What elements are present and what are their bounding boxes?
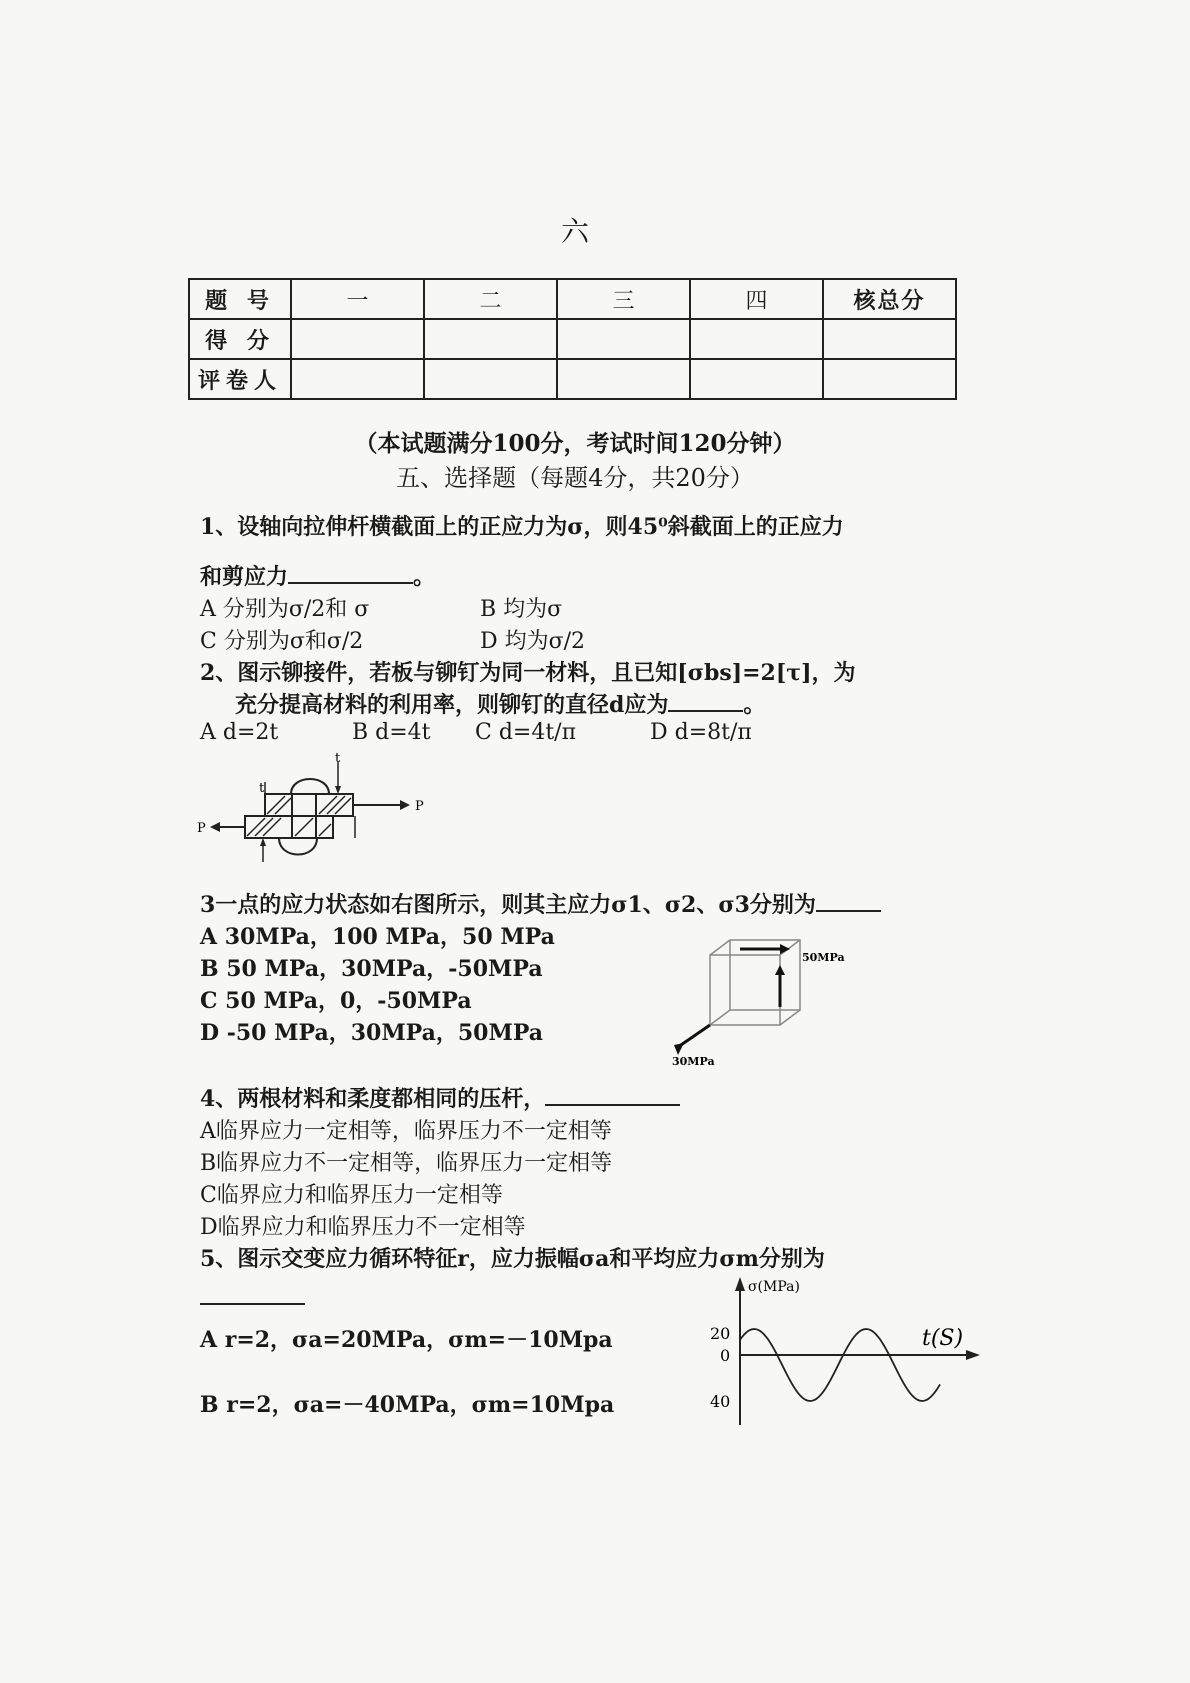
question-1-stem: 1、设轴向拉伸杆横截面上的正应力为σ，则45⁰斜截面上的正应力 [200, 514, 844, 540]
stem-end: 。 [413, 564, 436, 590]
q1-option-b[interactable]: B 均为σ [480, 597, 563, 622]
table-header-cell: 题 号 [189, 279, 291, 319]
answer-blank[interactable] [200, 1283, 305, 1305]
table-header-cell: 二 [424, 279, 557, 319]
question-4-stem [200, 1082, 680, 1113]
stem-text: 4、两根材料和柔度都相同的压杆， [200, 1086, 546, 1112]
alternating-stress-diagram [700, 1275, 990, 1430]
table-row [189, 279, 956, 319]
q2-option-d[interactable]: D d=8t/π [650, 720, 752, 745]
load-label-right: P [415, 799, 424, 814]
q4-option-c[interactable]: C临界应力和临界压力一定相等 [200, 1183, 503, 1208]
q4-option-d[interactable]: D临界应力和临界压力不一定相等 [200, 1215, 526, 1240]
q3-option-d[interactable]: D -50 MPa，30MPa，50MPa [200, 1020, 544, 1046]
stem-text: 3一点的应力状态如右图所示，则其主应力σ1、σ2、σ3分别为 [200, 892, 816, 918]
question-1-stem-cont [200, 560, 435, 591]
answer-blank[interactable] [816, 910, 881, 912]
q2-option-b[interactable]: B d=4t [352, 720, 431, 745]
x-axis-label: t(S) [922, 1326, 964, 1351]
grader-cell[interactable] [690, 359, 823, 399]
question-3-stem [200, 888, 881, 919]
q5-option-a[interactable]: A r=2，σa=20MPa，σm=－10Mpa [200, 1327, 613, 1353]
score-cell[interactable] [291, 319, 424, 359]
table-header-cell: 三 [557, 279, 690, 319]
q4-option-b[interactable]: B临界应力不一定相等，临界压力一定相等 [200, 1151, 613, 1176]
tick-label-zero: 0 [720, 1346, 731, 1365]
stress-label-bottom: 30MPa [672, 1055, 715, 1065]
question-5-stem: 5、图示交变应力循环特征r，应力振幅σa和平均应力σm分别为 [200, 1246, 825, 1272]
score-cell[interactable] [690, 319, 823, 359]
grader-cell[interactable] [823, 359, 956, 399]
score-cell[interactable] [424, 319, 557, 359]
q1-option-d[interactable]: D 均为σ/2 [480, 629, 586, 654]
stem-end: 。 [743, 692, 766, 718]
q3-option-c[interactable]: C 50 MPa，0，-50MPa [200, 988, 472, 1014]
stem-text: 充分提高材料的利用率，则铆钉的直径d应为 [235, 692, 669, 718]
grader-cell[interactable] [557, 359, 690, 399]
answer-blank[interactable] [288, 582, 413, 584]
table-row [189, 359, 956, 399]
thickness-label: t [335, 752, 341, 766]
load-label-left: P [197, 821, 206, 836]
stem-text: 和剪应力 [200, 564, 289, 590]
q1-option-a[interactable]: A 分别为σ/2和 σ [200, 597, 370, 622]
section-title: 五、选择题（每题4分，共20分） [396, 464, 754, 492]
grader-cell[interactable] [424, 359, 557, 399]
q3-option-b[interactable]: B 50 MPa，30MPa，-50MPa [200, 956, 543, 982]
score-cell[interactable] [557, 319, 690, 359]
row-label: 得 分 [189, 319, 291, 359]
table-header-cell: 一 [291, 279, 424, 319]
score-table [188, 278, 957, 400]
table-header-cell: 四 [690, 279, 823, 319]
tick-label-top: 20 [710, 1324, 731, 1343]
q1-option-c[interactable]: C 分别为σ和σ/2 [200, 629, 364, 654]
table-header-cell: 核总分 [823, 279, 956, 319]
rivet-diagram [195, 752, 455, 872]
tick-label-bottom: 40 [710, 1392, 731, 1411]
score-cell[interactable] [823, 319, 956, 359]
exam-note: （本试题满分100分，考试时间120分钟） [354, 430, 796, 457]
question-2-stem: 2、图示铆接件，若板与铆钉为同一材料，且已知[σbs]=2[τ]，为 [200, 660, 856, 686]
q5-option-b[interactable]: B r=2，σa=－40MPa，σm=10Mpa [200, 1392, 615, 1418]
q4-option-a[interactable]: A临界应力一定相等，临界压力不一定相等 [200, 1119, 612, 1144]
q3-option-a[interactable]: A 30MPa，100 MPa，50 MPa [200, 924, 555, 950]
answer-blank[interactable] [668, 710, 743, 712]
thickness-label: t [259, 781, 265, 796]
row-label: 评卷人 [189, 359, 291, 399]
stress-cube-diagram [670, 935, 870, 1065]
question-2-stem-cont [235, 688, 765, 719]
answer-blank[interactable] [545, 1104, 680, 1106]
table-row [189, 319, 956, 359]
grader-cell[interactable] [291, 359, 424, 399]
stress-label-top: 50MPa [802, 951, 845, 964]
q2-option-c[interactable]: C d=4t/π [475, 720, 577, 745]
page-marker: 六 [560, 215, 589, 248]
q2-option-a[interactable]: A d=2t [200, 720, 279, 745]
y-axis-label: σ(MPa) [748, 1279, 800, 1295]
